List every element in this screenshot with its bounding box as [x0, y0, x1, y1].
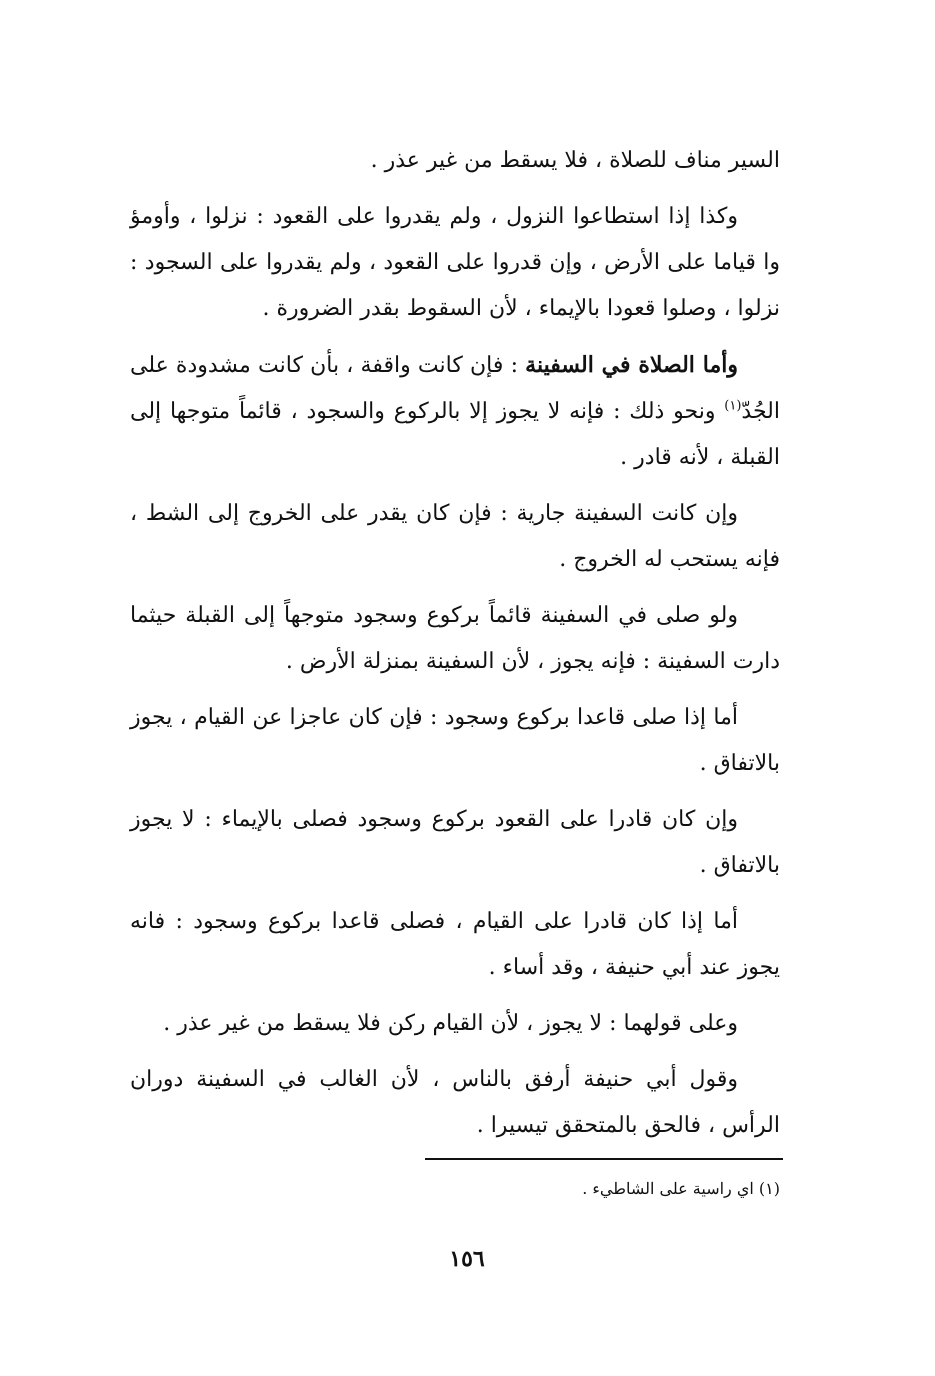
- paragraph-3-text-b: ونحو ذلك : فإنه لا يجوز إلا بالركوع والسجود ، قائماً متوجها إلى القبلة ، لأنه قادر .: [130, 399, 780, 470]
- paragraph-3-heading: وأما الصلاة في السفينة: [525, 352, 738, 378]
- paragraph-10: وقول أبي حنيفة أرفق بالناس ، لأن الغالب في السفينة دوران الرأس ، فالحق بالمتحقق تيسيرا .: [130, 1067, 780, 1138]
- footnote: (١) اي راسية على الشاطيء .: [582, 1179, 780, 1198]
- paragraph-3: [130, 342, 780, 481]
- paragraph-2: وكذا إذا استطاعوا النزول ، ولم يقدروا على القعود : نزلوا ، وأومؤ وا قياما على الأرض ، وإن قدروا على القعود ، ولم يقدروا على السجود : نزلوا ، وصلوا قعودا بالإيماء ، لأن السقوط بقدر الضرورة .: [130, 204, 780, 321]
- paragraph-3-text-a: : فإن كانت واقفة ، بأن كانت مشدودة على الجُدّ: [130, 353, 780, 424]
- paragraph-4: وإن كانت السفينة جارية : فإن كان يقدر على الخروج إلى الشط ، فإنه يستحب له الخروج .: [130, 501, 780, 572]
- paragraph-6: أما إذا صلى قاعدا بركوع وسجود : فإن كان عاجزا عن القيام ، يجوز بالاتفاق .: [130, 705, 780, 776]
- paragraph-1: السير مناف للصلاة ، فلا يسقط من غير عذر .: [370, 148, 780, 173]
- body-text: [130, 138, 780, 1159]
- footnote-reference: (١): [724, 398, 742, 414]
- paragraph-9: وعلى قولهما : لا يجوز ، لأن القيام ركن فلا يسقط من غير عذر .: [163, 1011, 738, 1036]
- paragraph-8: أما إذا كان قادرا على القيام ، فصلى قاعدا بركوع وسجود : فانه يجوز عند أبي حنيفة ، وقد أساء .: [130, 909, 780, 980]
- footnote-divider: [425, 1158, 783, 1160]
- page-number: ١٥٦: [449, 1246, 485, 1272]
- paragraph-5: ولو صلى في السفينة قائماً بركوع وسجود متوجهاً إلى القبلة حيثما دارت السفينة : فإنه يجوز ، لأن السفينة بمنزلة الأرض .: [130, 603, 780, 674]
- paragraph-7: وإن كان قادرا على القعود بركوع وسجود فصلى بالإيماء : لا يجوز بالاتفاق .: [130, 807, 780, 878]
